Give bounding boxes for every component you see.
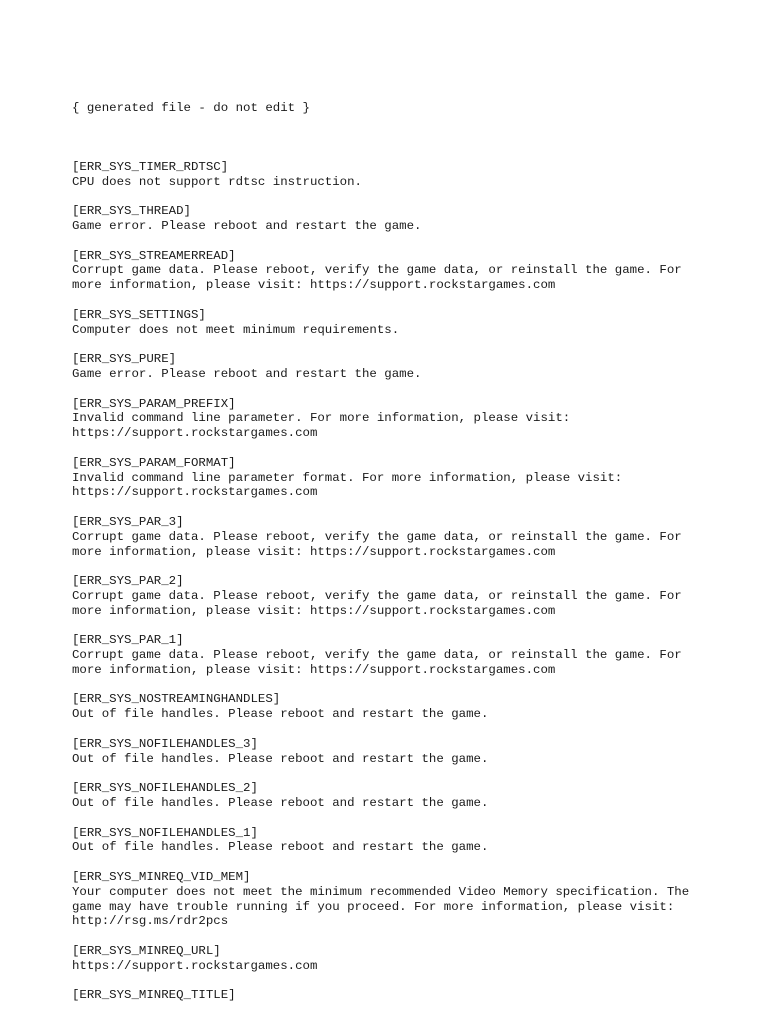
error-key: [ERR_SYS_NOFILEHANDLES_1] — [72, 825, 258, 840]
error-message-line: Game error. Please reboot and restart the game. — [72, 366, 422, 381]
error-message-line: more information, please visit: https://support.rockstargames.com — [72, 662, 556, 677]
error-key: [ERR_SYS_STREAMERREAD] — [72, 248, 236, 263]
error-message-line: more information, please visit: https://support.rockstargames.com — [72, 603, 556, 618]
error-message-line: Out of file handles. Please reboot and restart the game. — [72, 707, 489, 722]
error-key: [ERR_SYS_MINREQ_VID_MEM] — [72, 870, 251, 885]
error-entry — [72, 633, 722, 677]
error-entry — [72, 737, 722, 767]
file-header: { generated file - do not edit } — [72, 100, 310, 115]
error-message-line: https://support.rockstargames.com — [72, 426, 318, 441]
error-entry — [72, 204, 722, 234]
error-entry — [72, 397, 722, 441]
error-message-line: Out of file handles. Please reboot and restart the game. — [72, 751, 489, 766]
error-message-line: Corrupt game data. Please reboot, verify the game data, or reinstall the game. For — [72, 263, 682, 278]
error-message-line: Out of file handles. Please reboot and restart the game. — [72, 840, 489, 855]
error-key: [ERR_SYS_NOSTREAMINGHANDLES] — [72, 692, 281, 707]
error-key: [ERR_SYS_PARAM_FORMAT] — [72, 455, 236, 470]
error-key: [ERR_SYS_PURE] — [72, 352, 177, 367]
error-message-line: Invalid command line parameter. For more information, please visit: — [72, 411, 571, 426]
error-message-line: Out of file handles. Please reboot and restart the game. — [72, 796, 489, 811]
entry-list — [72, 160, 722, 1003]
error-message-line: more information, please visit: https://support.rockstargames.com — [72, 278, 556, 293]
error-message-line: https://support.rockstargames.com — [72, 485, 318, 500]
error-message-line: Invalid command line parameter format. For more information, please visit: — [72, 470, 623, 485]
error-entry — [72, 160, 722, 190]
error-message-line: Game error. Please reboot and restart the game. — [72, 218, 422, 233]
error-entry — [72, 692, 722, 722]
error-key: [ERR_SYS_THREAD] — [72, 204, 191, 219]
error-message-line: Corrupt game data. Please reboot, verify the game data, or reinstall the game. For — [72, 529, 682, 544]
error-entry — [72, 870, 722, 929]
error-key: [ERR_SYS_PAR_1] — [72, 633, 184, 648]
error-key: [ERR_SYS_NOFILEHANDLES_3] — [72, 736, 258, 751]
error-entry — [72, 249, 722, 293]
error-message-line: Corrupt game data. Please reboot, verify the game data, or reinstall the game. For — [72, 588, 682, 603]
error-key: [ERR_SYS_MINREQ_URL] — [72, 944, 221, 959]
error-message-line: game may have trouble running if you proceed. For more information, please visit: — [72, 899, 675, 914]
error-message-line: Computer does not meet minimum requirements. — [72, 322, 400, 337]
error-message-line: http://rsg.ms/rdr2pcs — [72, 914, 229, 929]
error-entry — [72, 515, 722, 559]
error-message-line: Your computer does not meet the minimum recommended Video Memory specification. The — [72, 884, 690, 899]
error-key: [ERR_SYS_MINREQ_TITLE] — [72, 988, 236, 1003]
error-key: [ERR_SYS_NOFILEHANDLES_2] — [72, 781, 258, 796]
error-entry — [72, 456, 722, 500]
error-entry — [72, 988, 722, 1003]
error-key: [ERR_SYS_SETTINGS] — [72, 307, 206, 322]
error-entry — [72, 574, 722, 618]
error-entry — [72, 308, 722, 338]
error-key: [ERR_SYS_TIMER_RDTSC] — [72, 159, 229, 174]
error-entry — [72, 781, 722, 811]
error-key: [ERR_SYS_PAR_2] — [72, 574, 184, 589]
error-entry — [72, 826, 722, 856]
error-message-line: Corrupt game data. Please reboot, verify the game data, or reinstall the game. For — [72, 648, 682, 663]
error-message-line: more information, please visit: https://support.rockstargames.com — [72, 544, 556, 559]
error-message-line: https://support.rockstargames.com — [72, 958, 318, 973]
error-entry — [72, 944, 722, 974]
error-message-line: CPU does not support rdtsc instruction. — [72, 174, 362, 189]
error-key: [ERR_SYS_PAR_3] — [72, 514, 184, 529]
document-page — [72, 71, 722, 1033]
error-key: [ERR_SYS_PARAM_PREFIX] — [72, 396, 236, 411]
error-entry — [72, 352, 722, 382]
